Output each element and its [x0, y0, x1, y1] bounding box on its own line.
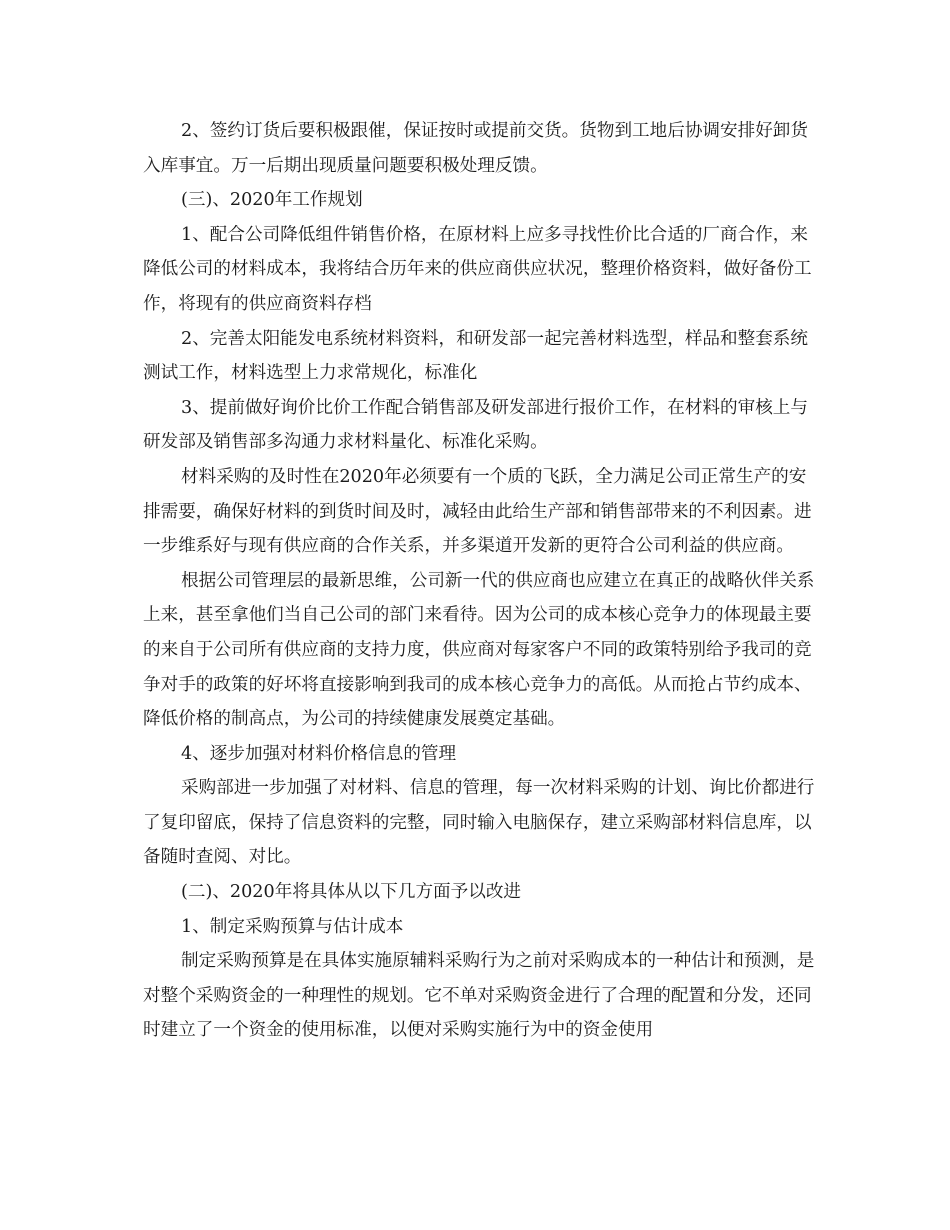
paragraph-solar-materials: 2、完善太阳能发电系统材料资料，和研发部一起完善材料选型，样品和整套系统测试工作，材料选型上力求常规化，标准化: [143, 328, 808, 384]
item-budget-estimate: 1、制定采购预算与估计成本: [181, 916, 404, 937]
paragraph-timeliness: 材料采购的及时性在2020年必须要有一个质的飞跃，全力满足公司正常生产的安排需要，确保好材料的到货时间及时，减轻由此给生产部和销售部带来的不利因素。进一步维系好与现有供应商的合作关系，并多渠道开发新的更符合公司利益的供应商。: [143, 466, 812, 557]
paragraph-follow-up-delivery: 2、签约订货后要积极跟催，保证按时或提前交货。货物到工地后协调安排好卸货入库事宜。万一后期出现质量问题要积极处理反馈。: [143, 121, 808, 176]
paragraph-quotation-work: 3、提前做好询价比价工作配合销售部及研发部进行报价工作，在材料的审核上与研发部及销售部多沟通力求材料量化、标准化采购。: [143, 397, 808, 453]
paragraph-budget: 制定采购预算是在具体实施原辅料采购行为之前对采购成本的一种估计和预测，是对整个采购资金的一种理性的规划。它不单对采购资金进行了合理的配置和分发，还同时建立了一个资金的使用标准，以便对采购实施行为中的资金使用: [143, 951, 815, 1041]
document-body: [143, 114, 823, 1048]
paragraph-info-management: 采购部进一步加强了对材料、信息的管理，每一次材料采购的计划、询比价都进行了复印留底，保持了信息资料的完整，同时输入电脑保存，建立采购部材料信息库，以备随时查阅、对比。: [143, 778, 815, 868]
item-price-info-management: 4、逐步加强对材料价格信息的管理: [181, 743, 457, 764]
paragraph-reduce-cost: 1、配合公司降低组件销售价格，在原材料上应多寻找性价比合适的厂商合作，来降低公司的材料成本，我将结合历年来的供应商供应状况，整理价格资料，做好备份工作，将现有的供应商资料存档: [143, 224, 812, 314]
section-heading-improvements: (二)、2020年将具体从以下几方面予以改进: [181, 882, 522, 903]
section-heading-2020-plan: (三)、2020年工作规划: [181, 190, 363, 211]
paragraph-strategic-partners: 根据公司管理层的最新思维，公司新一代的供应商也应建立在真正的战略伙伴关系上来，甚至拿他们当自己公司的部门来看待。因为公司的成本核心竞争力的体现最主要的来自于公司所有供应商的支持力度，供应商对每家客户不同的政策特别给予我司的竞争对手的政策的好坏将直接影响到我司的成本核心竞争力的高低。从而抢占节约成本、降低价格的制高点，为公司的持续健康发展奠定基础。: [143, 570, 815, 730]
